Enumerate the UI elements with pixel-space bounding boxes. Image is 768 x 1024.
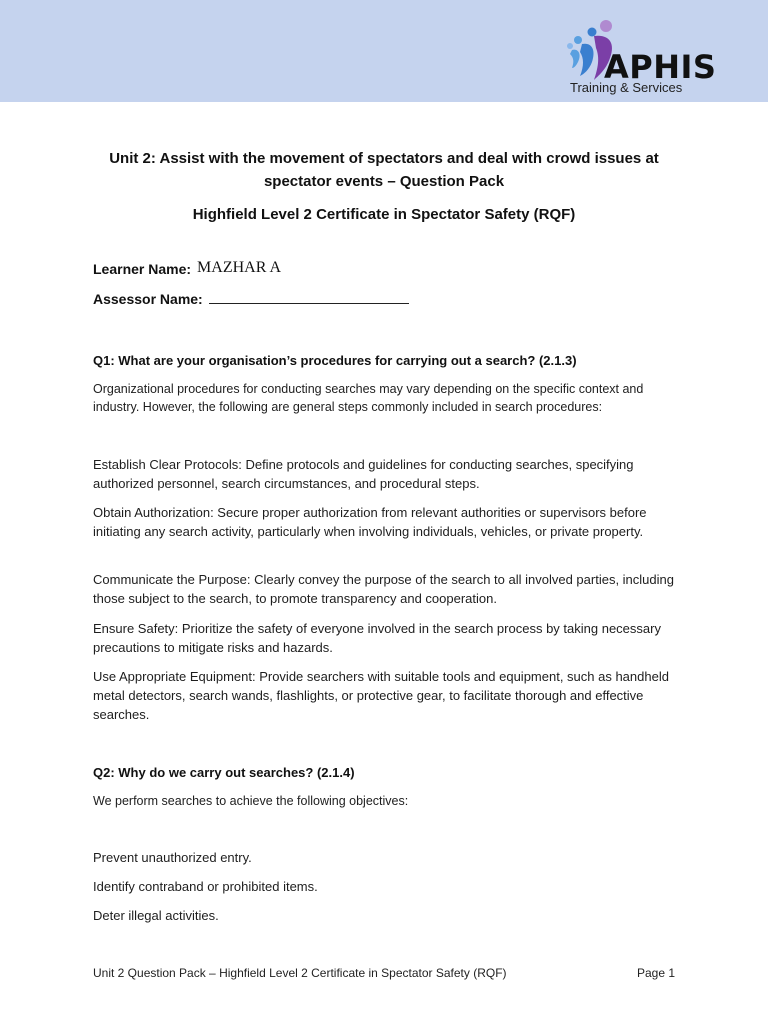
q1-item: Ensure Safety: Prioritize the safety of everyone involved in the search process by taking necessary precautions to mitigate risks and hazards.: [93, 621, 661, 655]
question-1: Q1: What are your organisation’s procedures for carrying out a search? (2.1.3): [93, 353, 577, 368]
document-title-line-2: spectator events – Question Pack: [263, 173, 505, 190]
q2-intro: We perform searches to achieve the following objectives:: [93, 794, 409, 808]
document-title-line-1: Unit 2: Assist with the movement of spectators and deal with crowd issues at: [109, 150, 659, 167]
q1-item: Obtain Authorization: Secure proper authorization from relevant authorities or supervisors before initiating any search activity, particularly when involving individuals, vehicles, or private property.: [93, 505, 647, 539]
assessor-name-label: Assessor Name:: [93, 291, 203, 307]
question-2: Q2: Why do we carry out searches? (2.1.4): [93, 765, 355, 780]
logo-subtitle: Training & Services: [570, 80, 683, 95]
q1-item: Establish Clear Protocols: Define protocols and guidelines for conducting searches, specifying authorized personnel, search circumstances, and procedural steps.: [93, 457, 634, 491]
q2-item: Identify contraband or prohibited items.: [93, 879, 318, 894]
q1-intro: Organizational procedures for conducting searches may vary depending on the specific context and industry. However, the following are general steps commonly included in search procedures:: [93, 382, 644, 414]
assessor-name-row: [93, 289, 409, 307]
q1-item: Communicate the Purpose: Clearly convey the purpose of the search to all involved parties, including those subject to the search, to promote transparency and cooperation.: [93, 572, 674, 606]
page-number: Page 1: [637, 966, 676, 980]
document-subtitle: Highfield Level 2 Certificate in Spectator Safety (RQF): [192, 206, 576, 223]
q2-item: Prevent unauthorized entry.: [93, 850, 252, 865]
q1-item: Use Appropriate Equipment: Provide searchers with suitable tools and equipment, such as handheld metal detectors, search wands, flashlights, or protective gear, to facilitate thorough and effective searches.: [93, 669, 669, 722]
q2-item: Deter illegal activities.: [93, 908, 219, 923]
learner-name-label: Learner Name:: [93, 261, 192, 277]
footer-title: Unit 2 Question Pack – Highfield Level 2 Certificate in Spectator Safety (RQF): [93, 966, 507, 980]
learner-name-row: [93, 259, 281, 277]
logo-name: APHIS: [604, 48, 717, 86]
learner-name-value: MAZHAR A: [197, 259, 282, 276]
assessor-name-blank: [209, 289, 409, 304]
